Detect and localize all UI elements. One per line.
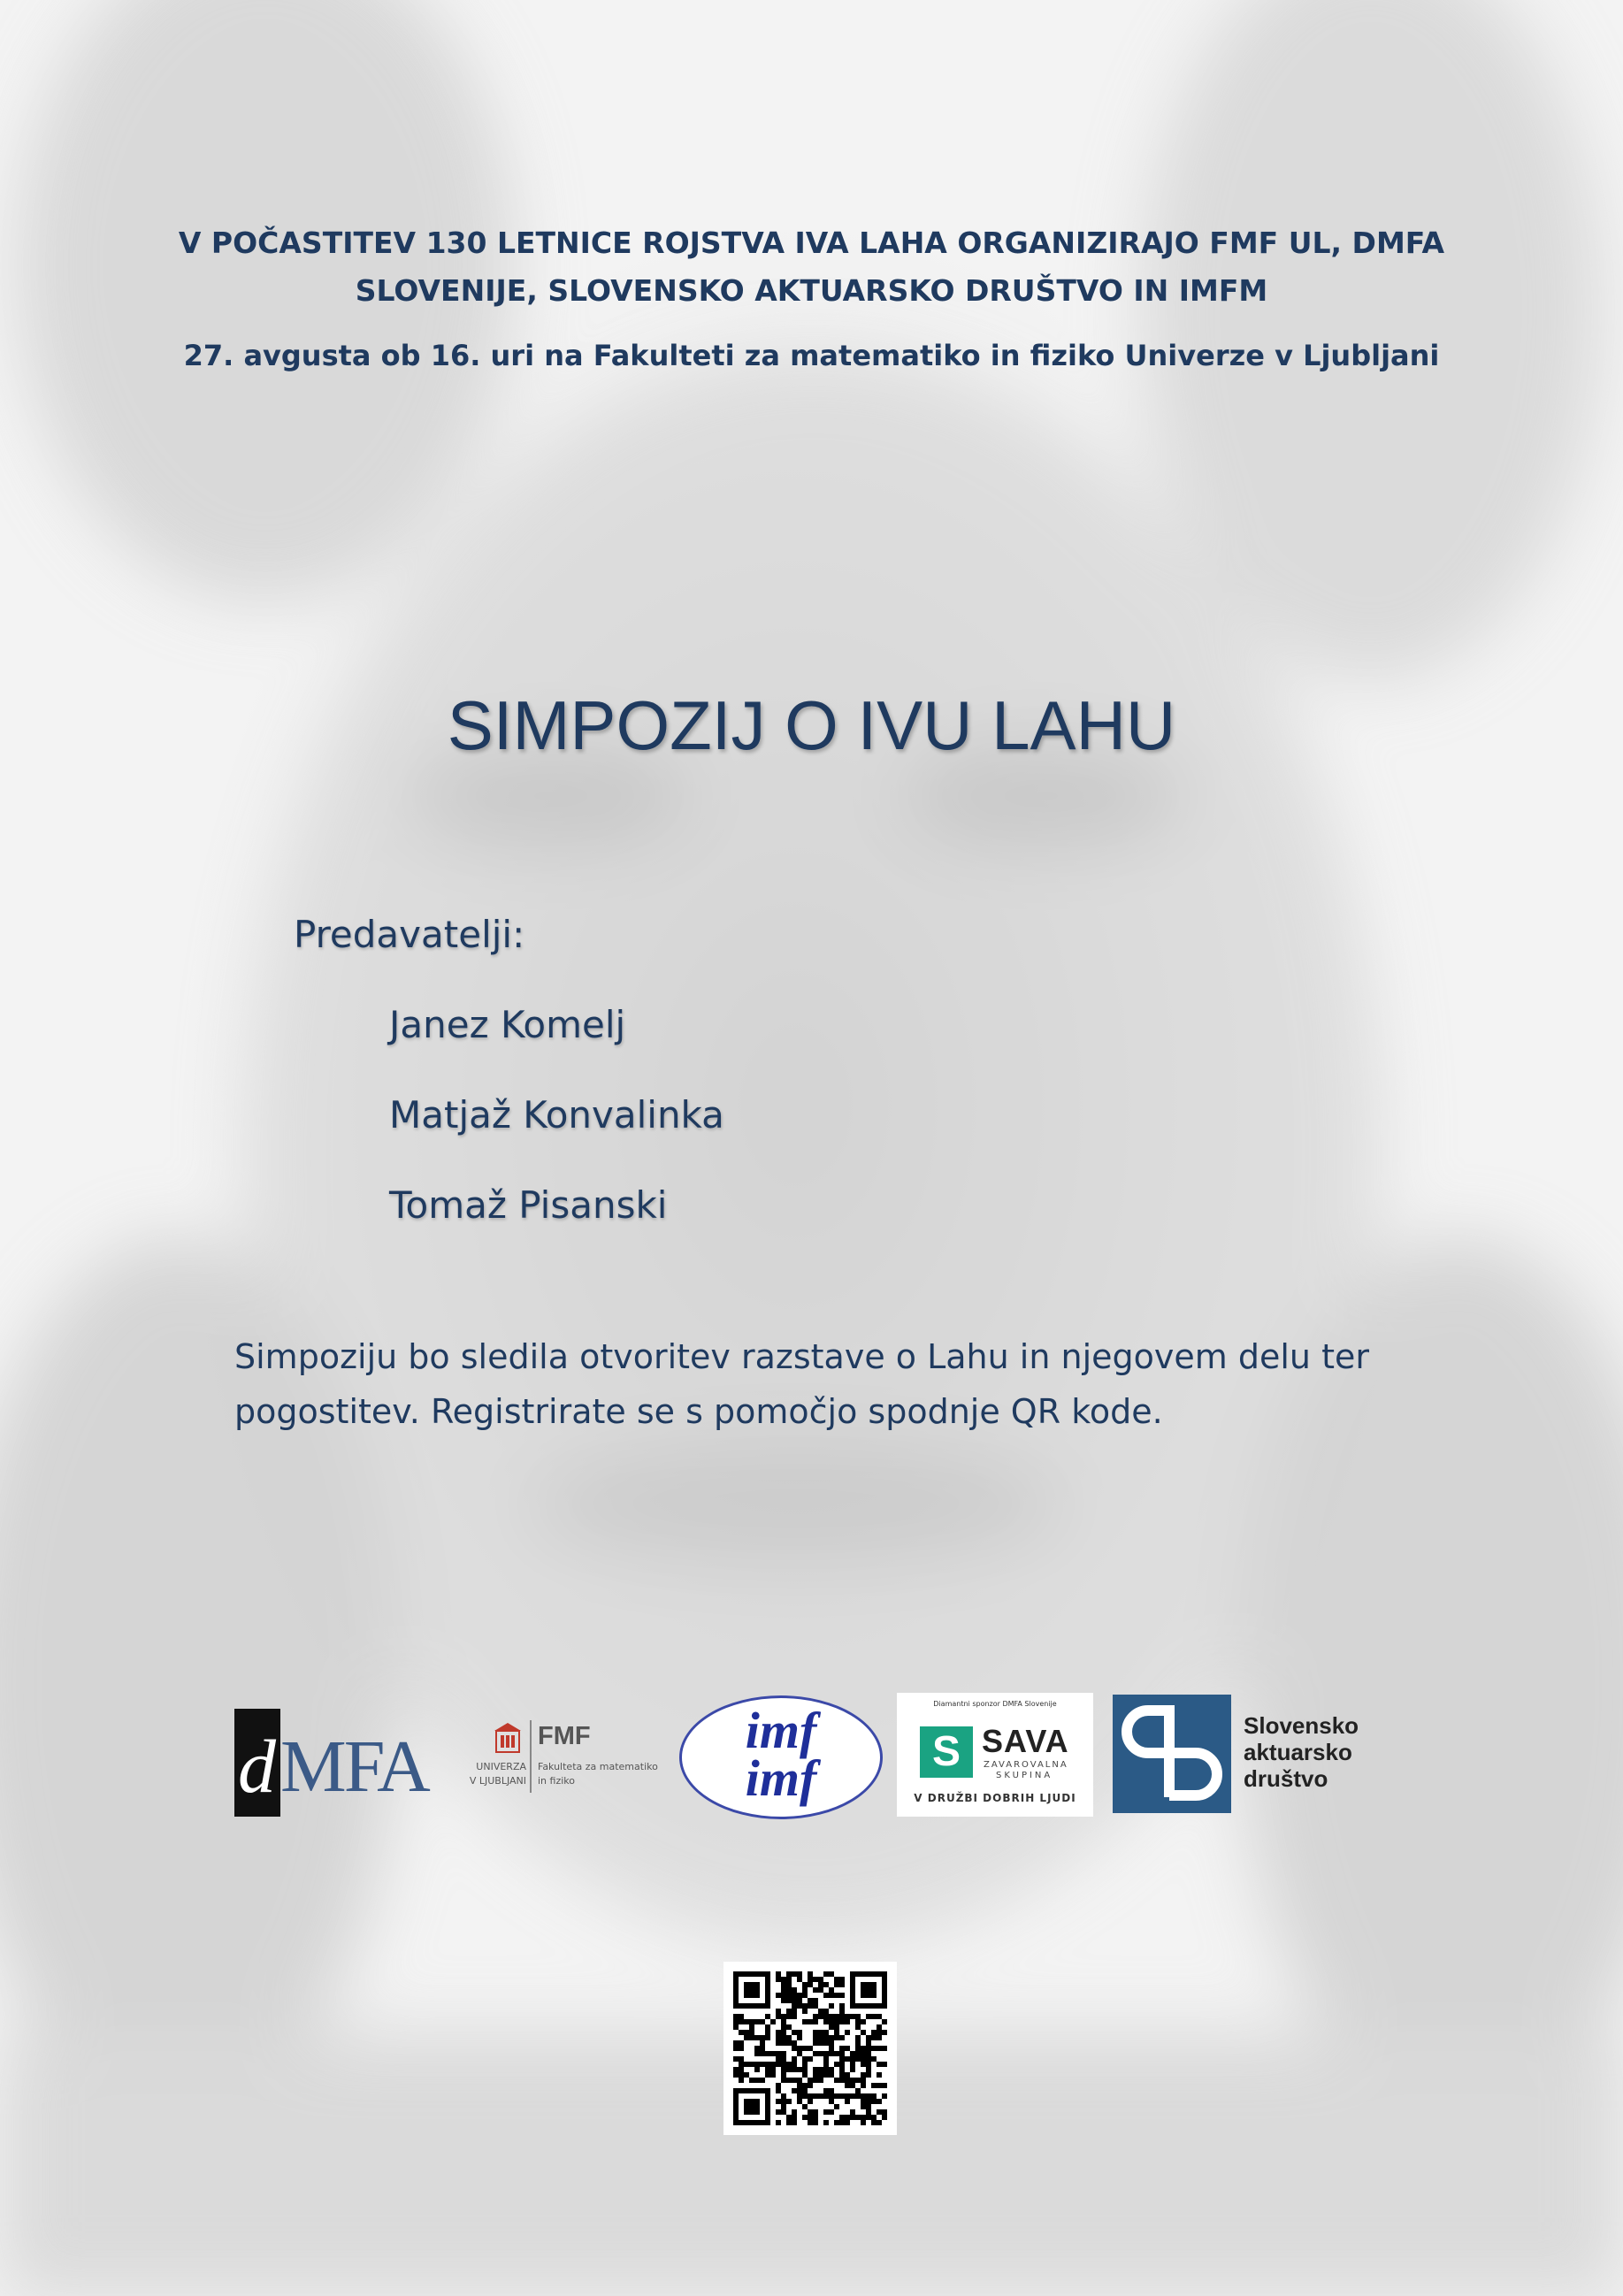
fmf-univ-line-1: UNIVERZA [476, 1761, 526, 1772]
fmf-logo [454, 1720, 658, 1800]
organizers-heading [0, 219, 1623, 315]
fmf-faculty-line-2: in fiziko [538, 1775, 575, 1787]
speakers-label: Predavatelji: [294, 913, 525, 956]
fmf-faculty-line-1: Fakulteta za matematiko [538, 1761, 658, 1772]
fmf-divider [530, 1720, 532, 1793]
sava-sponsor-text: Diamantni sponzor DMFA Slovenije [933, 1700, 1057, 1708]
sad-emblem-icon [1113, 1695, 1231, 1813]
fmf-univ-line-2: V LJUBLJANI [469, 1775, 526, 1787]
fmf-short: FMF [538, 1722, 591, 1750]
sava-logo [897, 1693, 1093, 1817]
sava-s-icon: S [920, 1726, 973, 1778]
sad-logo [1113, 1695, 1378, 1813]
speaker-name: Matjaž Konvalinka [389, 1093, 724, 1137]
event-title: SIMPOZIJ O IVU LAHU [447, 686, 1176, 764]
organizers-line-2: SLOVENIJE, SLOVENSKO AKTUARSKO DRUŠTVO IN IMFM [355, 273, 1268, 308]
speaker-name: Tomaž Pisanski [389, 1183, 668, 1227]
qr-code-icon [723, 1962, 897, 2135]
sava-sub-line-2: SKUPINA [996, 1771, 1053, 1780]
dmfa-logo-mfa: MFA [280, 1726, 428, 1808]
sava-name: SAVA [982, 1723, 1069, 1759]
imfm-logo-bottom: imf [745, 1749, 817, 1807]
imfm-logo-top: imf [745, 1702, 817, 1759]
sava-tagline: V DRUŽBI DOBRIH LJUDI [914, 1792, 1076, 1804]
note-line-2: pogostitev. Registrirate se s pomočjo spodnje QR kode. [234, 1392, 1163, 1431]
organizers-line-1: V POČASTITEV 130 LETNICE ROJSTVA IVA LAHA ORGANIZIRAJO FMF UL, DMFA [178, 226, 1445, 260]
speaker-name: Janez Komelj [389, 1003, 626, 1046]
sad-line-2: aktuarsko [1244, 1739, 1352, 1765]
registration-qr-code[interactable] [723, 1962, 897, 2135]
sad-line-3: društvo [1244, 1765, 1328, 1792]
fmf-building-icon [493, 1722, 523, 1754]
note-line-1: Simpoziju bo sledila otvoritev razstave o Lahu in njegovem delu ter [234, 1337, 1370, 1376]
dmfa-logo-d: d [238, 1724, 276, 1809]
sava-sub-line-1: ZAVAROVALNA [984, 1760, 1068, 1770]
date-venue: 27. avgusta ob 16. uri na Fakulteti za matematiko in fiziko Univerze v Ljubljani [183, 339, 1440, 372]
imfm-logo [679, 1695, 883, 1819]
dmfa-logo [234, 1709, 428, 1817]
sad-line-1: Slovensko [1244, 1712, 1359, 1739]
event-note [234, 1329, 1384, 1439]
